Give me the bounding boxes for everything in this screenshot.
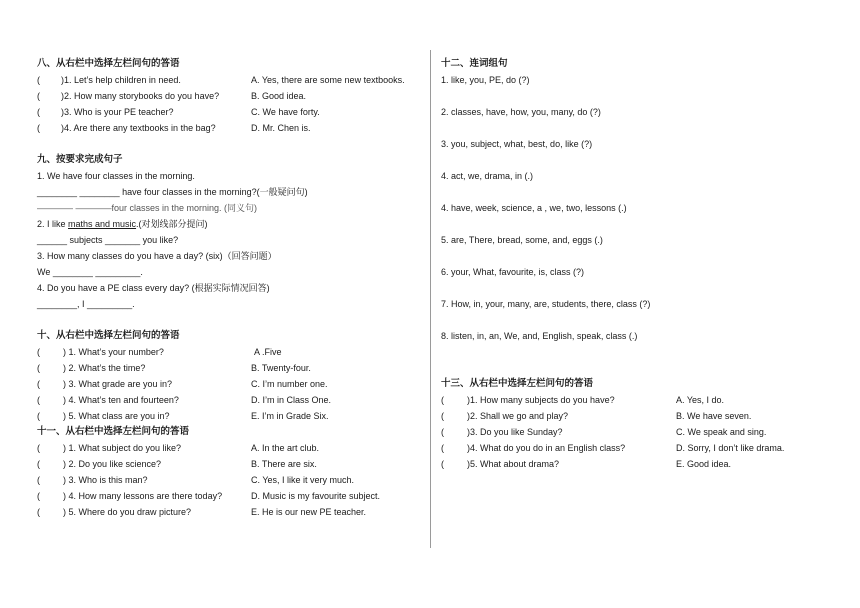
answer-option: A. Yes, there are some new textbooks. — [251, 75, 405, 85]
section-13-list — [441, 392, 831, 472]
matching-row — [441, 408, 831, 424]
exercise-line: 4. Do you have a PE class every day? (根据实际情况回答) — [37, 283, 270, 293]
matching-row — [441, 424, 831, 440]
answer-option: B. Twenty-four. — [251, 363, 311, 373]
sentence-item: 5. are, There, bread, some, and, eggs (.) — [441, 235, 603, 245]
question-text: ) 3. What grade are you in? — [63, 379, 173, 389]
answer-blank[interactable]: ( — [37, 507, 40, 517]
matching-row — [37, 360, 422, 376]
question-text: )1. Let’s help children in need. — [61, 75, 181, 85]
answer-option: A. In the art club. — [251, 443, 320, 453]
exercise-line: 1. We have four classes in the morning. — [37, 171, 195, 181]
matching-row — [37, 344, 422, 360]
answer-blank[interactable]: ( — [37, 491, 40, 501]
question-text: ) 4. How many lessons are there today? — [63, 491, 223, 501]
answer-blank[interactable]: ( — [37, 411, 40, 421]
exercise-line — [37, 216, 422, 232]
sentence-item: 6. your, What, favourite, is, class (?) — [441, 267, 585, 277]
answer-blank[interactable]: ( — [37, 363, 40, 373]
sentence-item: 2. classes, have, how, you, many, do (?) — [441, 107, 601, 117]
matching-row — [37, 376, 422, 392]
question-text: ) 4. What’s ten and fourteen? — [63, 395, 179, 405]
question-text: ) 1. What subject do you like? — [63, 443, 182, 453]
matching-row — [441, 440, 831, 456]
section-12-list — [441, 72, 831, 344]
section-8-list — [37, 72, 422, 136]
question-text: )4. Are there any textbooks in the bag? — [61, 123, 216, 133]
answer-option: D. Music is my favourite subject. — [251, 491, 381, 501]
answer-blank[interactable]: ( — [37, 91, 40, 101]
underlined-text: maths and music — [68, 219, 137, 229]
sentence-item: 1. like, you, PE, do (?) — [441, 75, 530, 85]
question-text: ) 2. What’s the time? — [63, 363, 146, 373]
question-text: )2. How many storybooks do you have? — [61, 91, 220, 101]
answer-option: B. Good idea. — [251, 91, 307, 101]
question-text: )3. Who is your PE teacher? — [61, 107, 174, 117]
fill-in-line[interactable]: ———— ————four classes in the morning. (同义句) — [37, 203, 258, 213]
fill-in-line[interactable]: ________ ________ have four classes in the morning?(一般疑问句) — [37, 187, 308, 197]
matching-row — [37, 408, 422, 424]
sentence-item: 3. you, subject, what, best, do, like (?) — [441, 139, 593, 149]
matching-row — [37, 120, 422, 136]
matching-row — [37, 488, 422, 504]
question-text: ) 2. Do you like science? — [63, 459, 162, 469]
section-10-list — [37, 344, 422, 424]
answer-blank[interactable]: ( — [37, 379, 40, 389]
answer-option: C. We have forty. — [251, 107, 320, 117]
matching-row — [37, 504, 422, 520]
exercise-text: 2. I like — [37, 219, 69, 229]
sentence-item: 4. have, week, science, a , we, two, lessons (.) — [441, 203, 627, 213]
sentence-item: 4. act, we, drama, in (.) — [441, 171, 534, 181]
question-text: ) 5. Where do you draw picture? — [63, 507, 192, 517]
question-text: )1. How many subjects do you have? — [467, 395, 615, 405]
left-column — [37, 56, 422, 520]
answer-blank[interactable]: ( — [441, 411, 444, 421]
matching-row — [37, 472, 422, 488]
answer-option: C. We speak and sing. — [676, 427, 767, 437]
question-text: ) 3. Who is this man? — [63, 475, 148, 485]
answer-blank[interactable]: ( — [37, 347, 40, 357]
answer-option: E. I’m in Grade Six. — [251, 411, 329, 421]
fill-in-line[interactable]: ______ subjects _______ you like? — [37, 235, 179, 245]
matching-row — [441, 456, 831, 472]
fill-in-line[interactable]: We ________ _________. — [37, 267, 143, 277]
answer-blank[interactable]: ( — [441, 459, 444, 469]
answer-blank[interactable]: ( — [37, 75, 40, 85]
matching-row — [37, 456, 422, 472]
answer-option: A .Five — [254, 347, 282, 357]
section-13-heading: 十三、从右栏中选择左栏问句的答语 — [441, 378, 594, 389]
fill-in-line[interactable]: ________, I _________. — [37, 299, 135, 309]
answer-blank[interactable]: ( — [441, 443, 444, 453]
question-text: )5. What about drama? — [467, 459, 560, 469]
answer-blank[interactable]: ( — [37, 443, 40, 453]
answer-option: D. Mr. Chen is. — [251, 123, 311, 133]
answer-option: D. Sorry, I don’t like drama. — [676, 443, 785, 453]
sentence-item: 7. How, in, your, many, are, students, there, class (?) — [441, 299, 651, 309]
answer-blank[interactable]: ( — [37, 395, 40, 405]
question-text: )4. What do you do in an English class? — [467, 443, 626, 453]
question-text: )2. Shall we go and play? — [467, 411, 569, 421]
answer-blank[interactable]: ( — [37, 475, 40, 485]
answer-blank[interactable]: ( — [37, 123, 40, 133]
right-column — [441, 56, 831, 472]
column-divider — [430, 50, 431, 548]
exercise-text: .(对划线部分提问) — [136, 219, 208, 229]
matching-row — [37, 72, 422, 88]
answer-option: C. Yes, I like it very much. — [251, 475, 355, 485]
answer-option: A. Yes, I do. — [676, 395, 725, 405]
answer-blank[interactable]: ( — [37, 459, 40, 469]
question-text: ) 1. What’s your number? — [63, 347, 164, 357]
section-11-heading: 十一、从右栏中选择左栏问句的答语 — [37, 426, 190, 437]
answer-blank[interactable]: ( — [37, 107, 40, 117]
section-10-heading: 十、从右栏中选择左栏问句的答语 — [37, 330, 180, 341]
answer-option: B. There are six. — [251, 459, 317, 469]
answer-option: E. Good idea. — [676, 459, 732, 469]
section-8-heading: 八、从右栏中选择左栏问句的答语 — [37, 58, 180, 69]
question-text: )3. Do you like Sunday? — [467, 427, 563, 437]
answer-option: D. I’m in Class One. — [251, 395, 332, 405]
answer-option: E. He is our new PE teacher. — [251, 507, 367, 517]
answer-blank[interactable]: ( — [441, 427, 444, 437]
matching-row — [37, 392, 422, 408]
exercise-line: 3. How many classes do you have a day? (six)（回答问题） — [37, 251, 277, 261]
answer-blank[interactable]: ( — [441, 395, 444, 405]
answer-option: C. I’m number one. — [251, 379, 328, 389]
answer-option: B. We have seven. — [676, 411, 752, 421]
matching-row — [37, 104, 422, 120]
section-12-heading: 十二、连词组句 — [441, 58, 508, 69]
sentence-item: 8. listen, in, an, We, and, English, speak, class (.) — [441, 331, 638, 341]
matching-row — [37, 440, 422, 456]
question-text: ) 5. What class are you in? — [63, 411, 170, 421]
section-11-list — [37, 440, 422, 520]
matching-row — [441, 392, 831, 408]
matching-row — [37, 88, 422, 104]
section-9-heading: 九、按要求完成句子 — [37, 154, 123, 165]
